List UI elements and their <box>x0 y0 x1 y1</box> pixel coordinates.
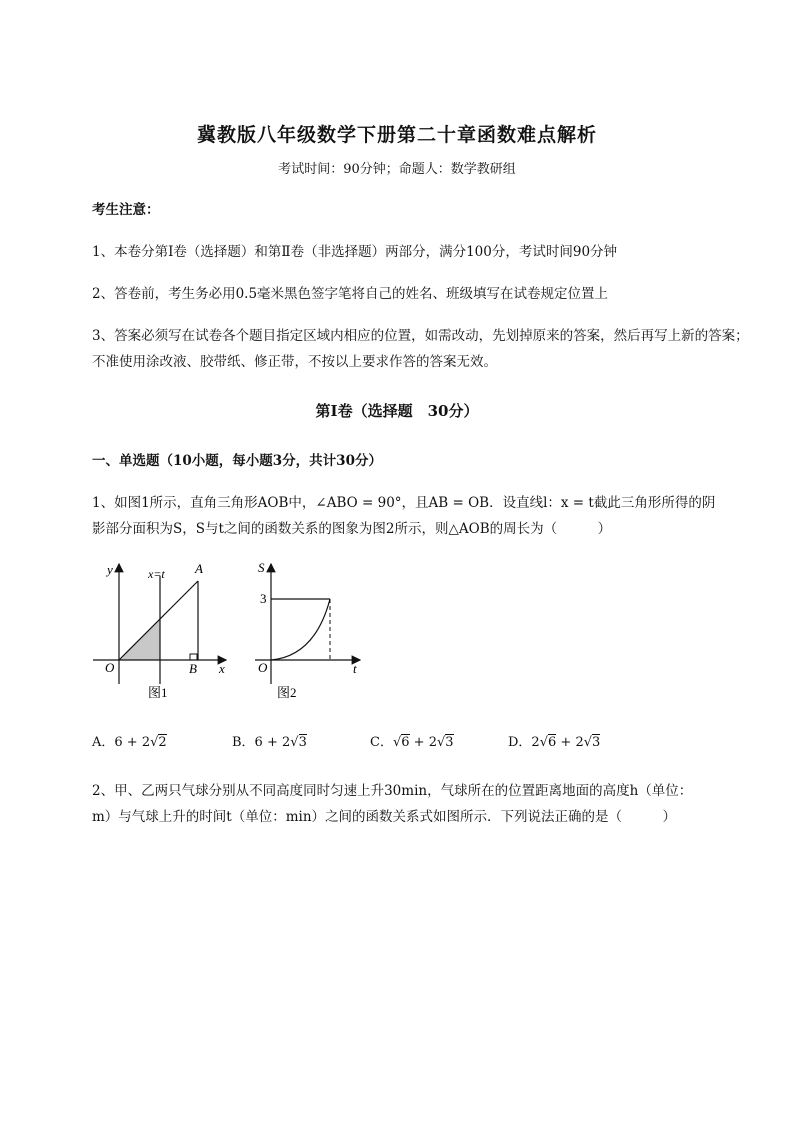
option-b[interactable] <box>232 731 307 750</box>
option-c-label: C． <box>370 735 393 750</box>
sqrt-icon: √ <box>583 735 593 750</box>
sqrt-icon: √ <box>150 735 159 750</box>
notice-heading: 考生注意： <box>92 202 160 218</box>
option-c[interactable] <box>370 731 454 750</box>
option-a[interactable] <box>92 731 167 750</box>
sqrt-icon: √ <box>392 735 402 750</box>
sqrt-icon: √ <box>539 735 548 750</box>
figure-1-caption: 图1 <box>148 685 168 700</box>
option-a-label: A．6 + 2 <box>92 735 151 750</box>
label-b: B <box>189 661 197 676</box>
option-d[interactable] <box>508 731 600 750</box>
notice-item-3: 3、答案必须写在试卷各个题目指定区域内相应的位置，如需改动，先划掉原来的答案，然后再写上新的答案；不准使用涂改液、胶带纸、修正带，不按以上要求作答的答案无效。 <box>92 328 749 370</box>
page-title: 冀教版八年级数学下册第二十章函数难点解析 <box>196 124 597 146</box>
label-s: S <box>258 560 265 575</box>
part-heading: 一、单选题（10小题，每小题3分，共计30分） <box>92 453 382 469</box>
question-1-line-2: 影部分面积为S，S与t之间的函数关系的图象为图2所示，则△AOB的周长为（ ） <box>92 521 612 537</box>
section-title: 第I卷（选择题 30分） <box>315 402 479 420</box>
notice-item-1: 1、本卷分第I卷（选择题）和第Ⅱ卷（非选择题）两部分，满分100分，考试时间90分钟 <box>92 244 618 260</box>
label-x-eq-t: x=t <box>148 567 165 581</box>
label-three: 3 <box>260 591 267 606</box>
question-1-line-1: 1、如图1所示，直角三角形AOB中，∠ABO = 90°，且AB = OB．设直线l：x = t截此三角形所得的阴 <box>92 495 716 511</box>
option-d-mid: + 2 <box>556 735 584 750</box>
label-x: x <box>219 661 225 676</box>
option-c-radicand-1: 6 <box>401 735 410 750</box>
option-d-radicand-2: 3 <box>592 735 601 750</box>
label-y: y <box>107 562 113 577</box>
figure-2 <box>250 556 380 706</box>
option-b-label: B．6 + 2 <box>232 735 291 750</box>
figure-2-caption: 图2 <box>277 685 297 700</box>
label-a: A <box>195 561 203 576</box>
exam-info: 考试时间：90分钟；命题人：数学教研组 <box>278 162 516 177</box>
right-angle-mark <box>190 654 197 660</box>
label-o-fig2: O <box>258 660 268 675</box>
notice-item-2: 2、答卷前，考生务必用0.5毫米黑色签字笔将自己的姓名、班级填写在试卷规定位置上 <box>92 286 609 302</box>
curve-s-of-t <box>271 599 330 660</box>
option-c-mid: + 2 <box>409 735 437 750</box>
label-t: t <box>353 661 357 676</box>
option-a-radicand: 2 <box>158 735 167 750</box>
sqrt-icon: √ <box>436 735 446 750</box>
option-b-radicand: 3 <box>298 735 307 750</box>
question-2-line-1: 2、甲、乙两只气球分别从不同高度同时匀速上升30min，气球所在的位置距离地面的高度h（单位： <box>92 783 693 799</box>
figure-1 <box>88 556 238 706</box>
question-2-line-2: m）与气球上升的时间t（单位：min）之间的函数关系式如图所示．下列说法正确的是（ ） <box>92 809 677 825</box>
option-d-label: D．2 <box>508 735 540 750</box>
option-d-radicand-1: 6 <box>548 735 557 750</box>
label-o: O <box>105 660 115 675</box>
sqrt-icon: √ <box>290 735 299 750</box>
option-c-radicand-2: 3 <box>445 735 454 750</box>
